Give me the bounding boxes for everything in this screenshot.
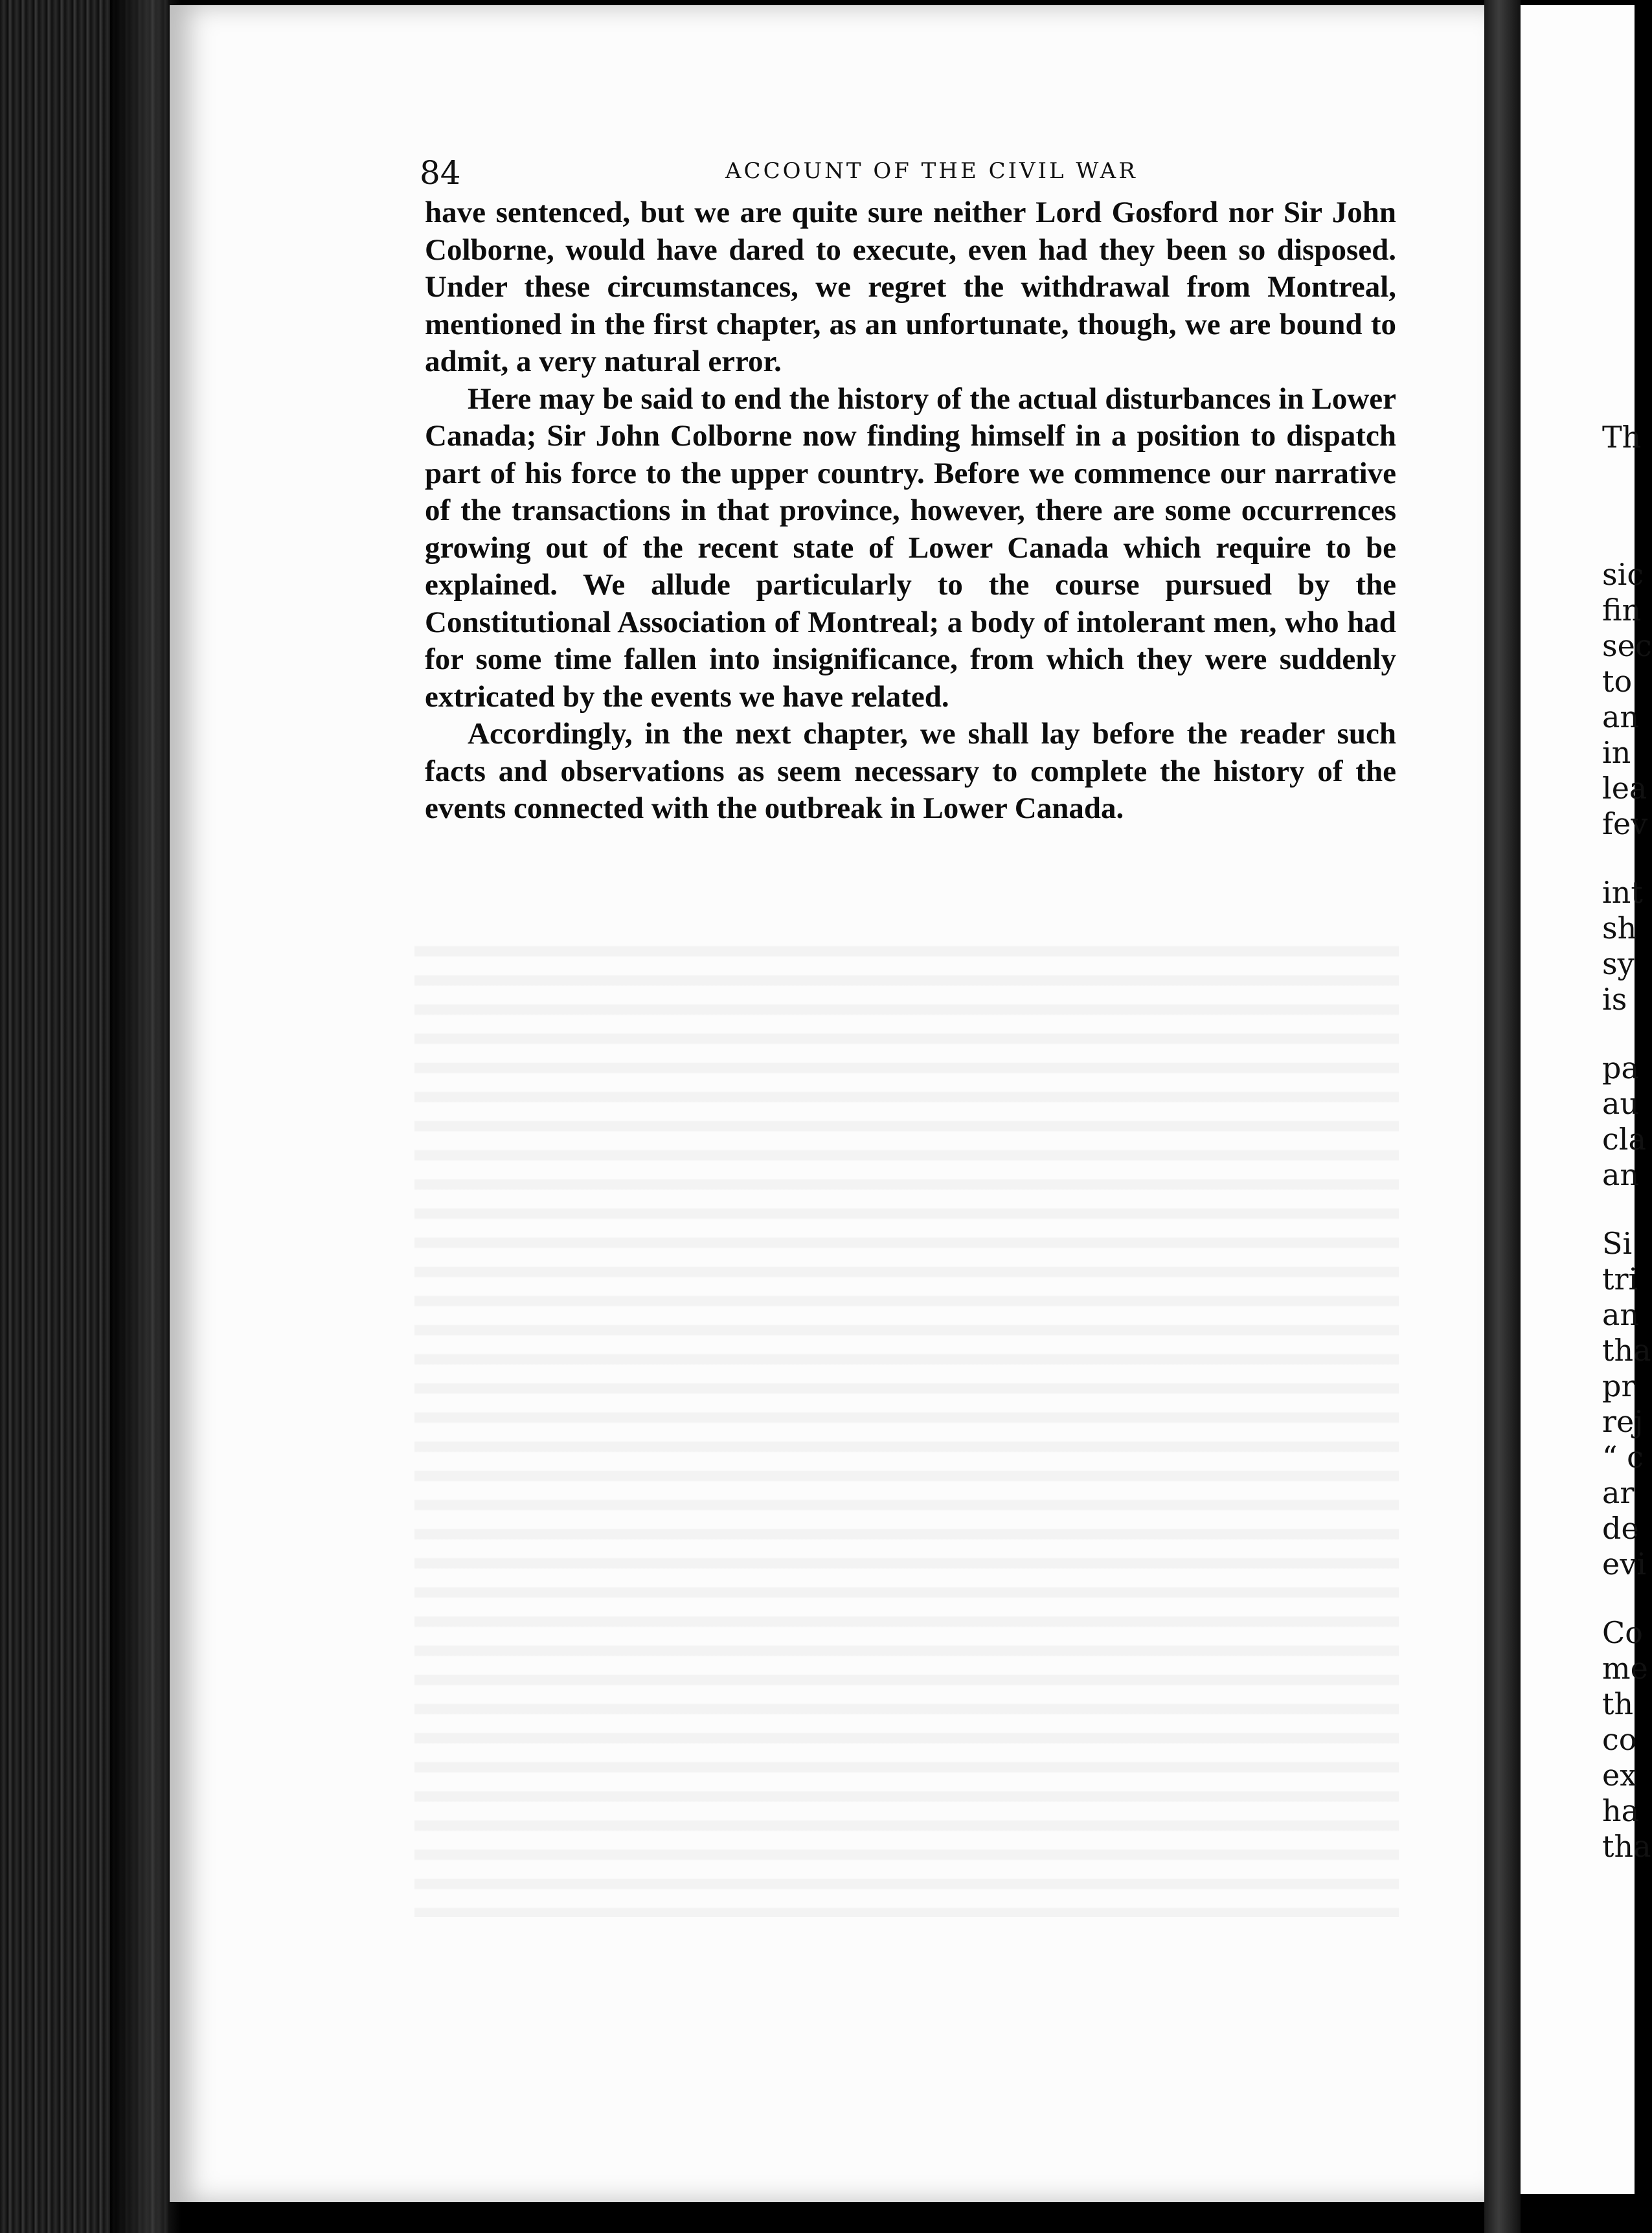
facing-page-fragment: in [1602, 735, 1631, 770]
paragraph-1: have sentenced, but we are quite sure neither Lord Gosford nor Sir John Colborne, would have dared to execute, even had they been so disposed. Under these circumstances, we regret the withdrawal from Montreal, mentioned in the first chapter, as an unfortunate, though, we are bound to admit, a very natural error. [425, 196, 1396, 378]
paragraph-2: Here may be said to end the history of the actual disturbances in Lower Canada; Sir John Colborne now finding himself in a position to dispatch part of his force to the upper country. Before we commence our narrative of the transactions in that province, however, there are some occurrences growing out of the recent state of Lower Canada which require to be explained. We allude particularly to the course pursued by the Constitutional Association of Montreal; a body of intolerant men, who had for some time fallen into insignificance, from which they were suddenly extricated by the events we have related. [425, 381, 1396, 714]
facing-page-fragment: tha [1602, 1829, 1651, 1864]
running-head: ACCOUNT OF THE CIVIL WAR [725, 158, 1138, 184]
facing-page-fragment: sh [1602, 911, 1637, 946]
facing-page-fragment: sy [1602, 946, 1635, 981]
facing-page-fragment: co [1602, 1722, 1637, 1757]
facing-page-fragment: Th [1602, 420, 1642, 455]
page-number: 84 [420, 154, 461, 192]
paragraph-3: Accordingly, in the next chapter, we shall lay before the reader such facts and observations as seem necessary to complete the history of the events connected with the outbreak in Lower Canada. [425, 717, 1396, 825]
facing-page-fragment: fin [1602, 593, 1642, 628]
facing-page-fragment: pr [1602, 1368, 1636, 1403]
facing-page-fragment: fev [1602, 806, 1648, 841]
facing-page-fragment: pa [1602, 1050, 1639, 1085]
facing-page-fragment: tri [1602, 1262, 1638, 1297]
facing-page [1521, 5, 1652, 2194]
gutter [1484, 0, 1521, 2233]
body-text [425, 194, 1396, 828]
facing-page-fragment: an [1602, 1297, 1640, 1332]
facing-page-fragment: ex [1602, 1758, 1637, 1793]
bleed-through-area [414, 933, 1399, 1917]
facing-page-fragment: sic [1602, 557, 1644, 592]
facing-page-fragment: me [1602, 1651, 1648, 1686]
facing-page-fragment: ar [1602, 1475, 1635, 1510]
facing-page-fragment: tha [1602, 1333, 1651, 1368]
facing-page-fragment: an [1602, 699, 1640, 734]
facing-page-fragment: lea [1602, 771, 1647, 806]
facing-page-fragment: evi [1602, 1547, 1646, 1581]
facing-page-fragment: Co [1602, 1615, 1643, 1650]
facing-page-fragment: sec [1602, 628, 1652, 663]
facing-page-fragment: de [1602, 1511, 1639, 1546]
facing-page-fragment: au [1602, 1086, 1640, 1121]
facing-page-fragment: an [1602, 1157, 1640, 1192]
facing-page-fragment: to [1602, 664, 1633, 699]
facing-page-fragment: is [1602, 982, 1627, 1017]
facing-page-fragment: Si [1602, 1226, 1633, 1261]
facing-page-fragment: th [1602, 1686, 1634, 1721]
facing-page-fragment: rej [1602, 1404, 1644, 1439]
facing-page-fragment: “ c [1602, 1440, 1644, 1475]
facing-page-fragment: int [1602, 875, 1643, 910]
facing-page-fragment: cla [1602, 1122, 1646, 1157]
facing-page-fragment: ha [1602, 1793, 1640, 1828]
